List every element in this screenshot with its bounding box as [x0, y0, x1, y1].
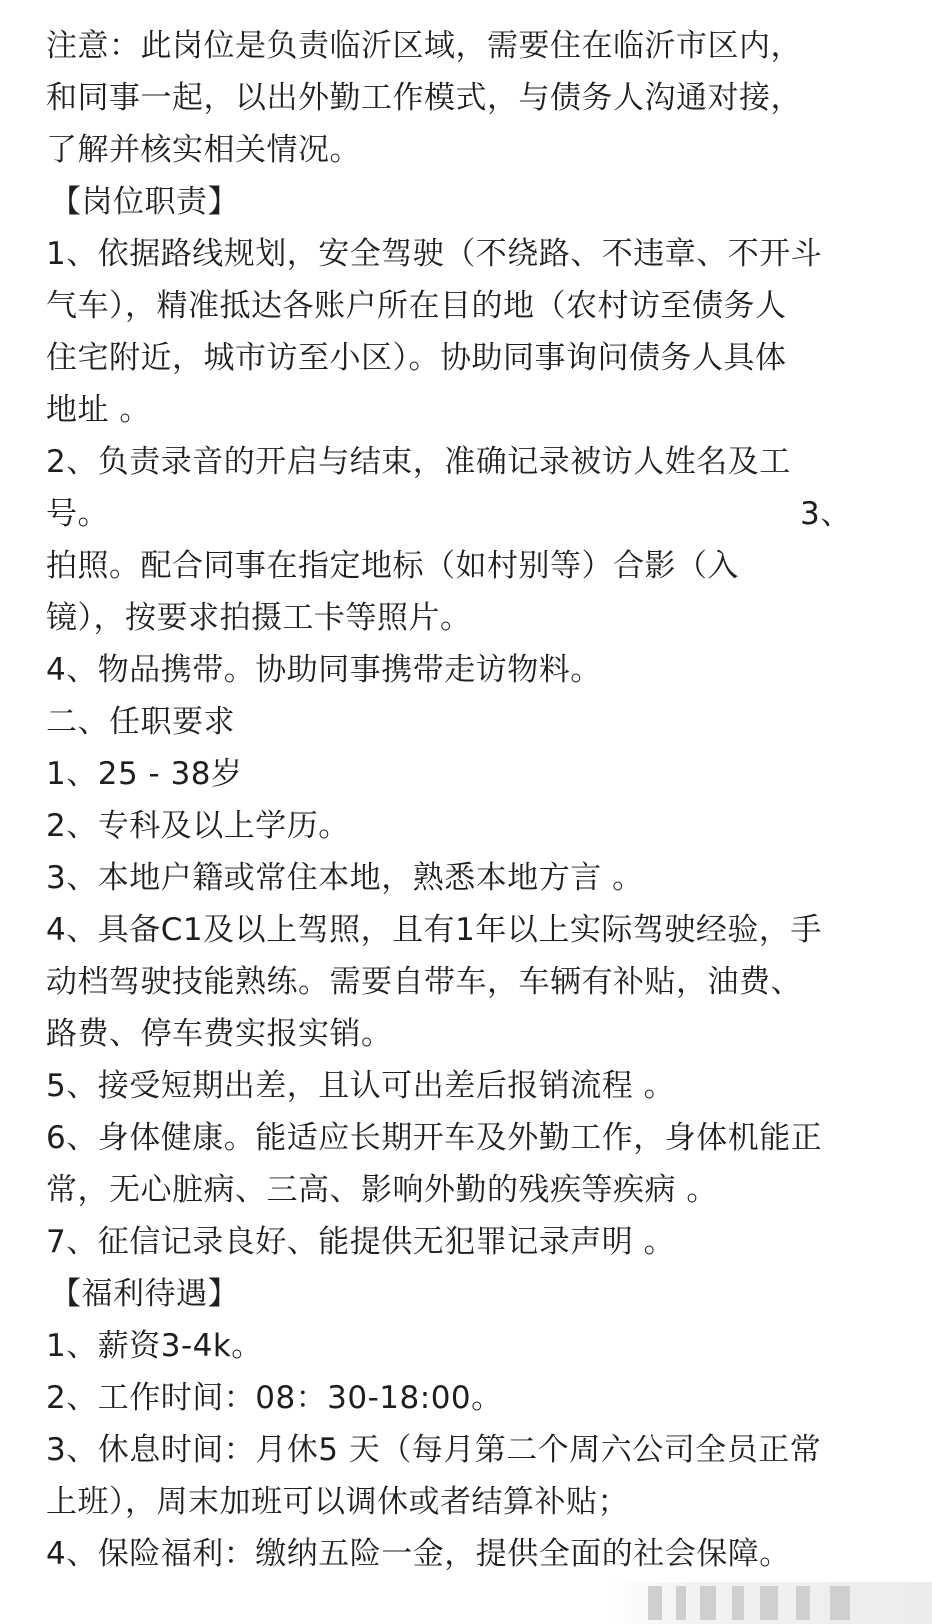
- text-line: 7、征信记录良好、能提供无犯罪记录声明 。: [46, 1224, 676, 1260]
- text-line: 4、具备C1及以上驾照，且有1年以上实际驾驶经验，手: [46, 912, 822, 948]
- text-line: 3、休息时间：月休5 天（每月第二个周六公司全员正常: [46, 1432, 822, 1468]
- watermark-bar: [732, 1586, 744, 1620]
- watermark-bar: [700, 1586, 716, 1620]
- text-line: 上班），周末加班可以调休或者结算补贴；: [46, 1484, 629, 1520]
- text-line: 1、依据路线规划，安全驾驶（不绕路、不违章、不开斗: [46, 236, 823, 272]
- text-line: 镜），按要求拍摄工卡等照片。: [46, 600, 472, 636]
- watermark-bar: [796, 1586, 810, 1620]
- section-heading: 二、任职要求: [46, 704, 235, 740]
- text-line: 1、薪资3-4k。: [46, 1328, 263, 1364]
- text-line: 4、保险福利：缴纳五险一金，提供全面的社会保障。: [46, 1536, 791, 1572]
- text-line: 注意：此岗位是负责临沂区域，需要住在临沂市区内，: [46, 28, 802, 64]
- text-fragment: 号。: [46, 496, 109, 532]
- text-line: 路费、停车费实报实销。: [46, 1016, 393, 1052]
- text-line: 2、专科及以上学历。: [46, 808, 350, 844]
- text-line: 气车），精准抵达各账户所在目的地（农村访至债务人: [46, 288, 787, 324]
- text-line: 2、负责录音的开启与结束，准确记录被访人姓名及工: [46, 444, 791, 480]
- watermark-bar: [648, 1586, 662, 1620]
- text-line: 5、接受短期出差，且认可出差后报销流程 。: [46, 1068, 676, 1104]
- text-line-with-right-number: [46, 494, 906, 534]
- text-line: 1、25 - 38岁: [46, 756, 243, 792]
- text-line: 6、身体健康。能适应长期开车及外勤工作，身体机能正: [46, 1120, 823, 1156]
- text-line: 拍照。配合同事在指定地标（如村别等）合影（入: [46, 548, 739, 584]
- text-line: 4、物品携带。协助同事携带走访物料。: [46, 652, 602, 688]
- section-heading: 【福利待遇】: [50, 1276, 239, 1312]
- text-line: 常，无心脏病、三高、影响外勤的残疾等疾病 。: [46, 1172, 718, 1208]
- watermark-bar: [676, 1586, 686, 1620]
- text-line: 住宅附近，城市访至小区）。协助同事询问债务人具体: [46, 340, 787, 376]
- list-number: 3、: [800, 496, 852, 532]
- section-heading: 【岗位职责】: [50, 184, 239, 220]
- text-line: 和同事一起，以出外勤工作模式，与债务人沟通对接，: [46, 80, 802, 116]
- text-line: 地址 。: [46, 392, 151, 428]
- text-line: 3、本地户籍或常住本地，熟悉本地方言 。: [46, 860, 644, 896]
- watermark-bar: [830, 1586, 850, 1620]
- text-line: 动档驾驶技能熟练。需要自带车，车辆有补贴，油费、: [46, 964, 802, 1000]
- watermark-bar: [760, 1586, 778, 1620]
- text-line: 了解并核实相关情况。: [46, 132, 361, 168]
- text-line: 2、工作时间：08：30-18:00。: [46, 1380, 503, 1416]
